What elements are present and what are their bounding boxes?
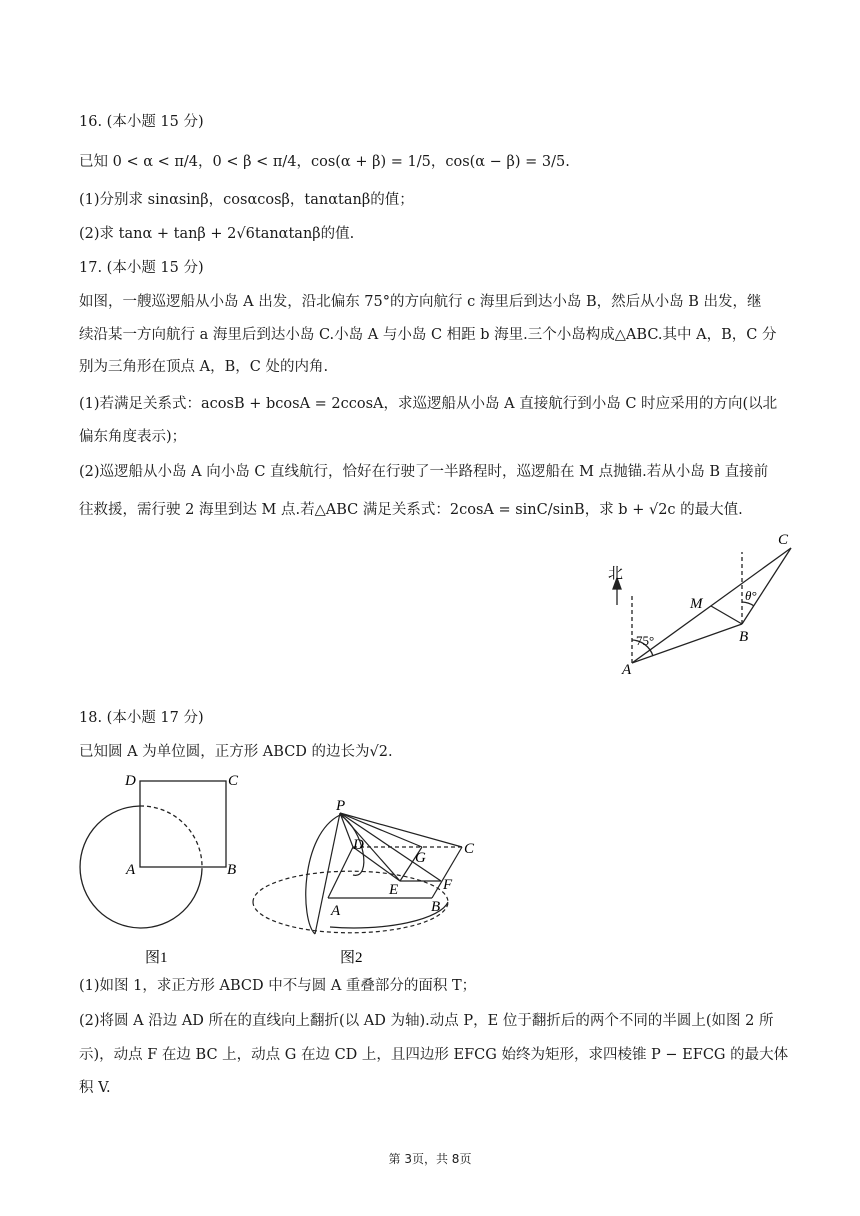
fig2-label-d: D xyxy=(353,837,364,853)
q18-part2b: 示)，动点 F 在边 BC 上，动点 G 在边 CD 上，且四边形 EFCG 始终为矩形，求四棱锥 P − EFCG 的最大体 xyxy=(79,1047,789,1063)
label-a: A xyxy=(622,662,632,678)
fig1-label-a: A xyxy=(126,862,136,878)
label-c: C xyxy=(778,532,789,548)
q17-part1a: (1)若满足关系式：acosB + bcosA = 2ccosA，求巡逻船从小岛 A 直接航行到小岛 C 时应采用的方向(以北 xyxy=(79,396,778,412)
disk-back-arc xyxy=(253,871,448,902)
page-footer: 第 3页，共 8页 xyxy=(388,1152,472,1166)
fig2-caption: 图2 xyxy=(340,950,363,966)
q18-part1: (1)如图 1，求正方形 ABCD 中不与圆 A 重叠部分的面积 T； xyxy=(79,978,477,994)
side-ac xyxy=(632,548,791,663)
fig1-label-d: D xyxy=(125,773,136,789)
q16-part1: (1)分别求 sinαsinβ，cosαcosβ，tanαtanβ的值； xyxy=(79,192,414,208)
q18-part2c: 积 V. xyxy=(79,1080,111,1096)
fig2-label-g: G xyxy=(415,850,426,866)
label-theta: θ° xyxy=(745,588,757,603)
q17-line3: 别为三角形在顶点 A，B，C 处的内角. xyxy=(79,359,329,375)
segment-bm xyxy=(711,606,742,624)
q18-part2a: (2)将圆 A 沿边 AD 所在的直线向上翻折(以 AD 为轴).动点 P，E 位于翻折后的两个不同的半圆上(如图 2 所 xyxy=(79,1013,774,1029)
q18-figure1 xyxy=(70,768,250,978)
north-label: 北 xyxy=(608,566,624,582)
q17-figure xyxy=(600,525,800,680)
q18-figure2 xyxy=(245,790,485,980)
label-75: 75° xyxy=(636,633,655,648)
fig2-label-c: C xyxy=(464,841,475,857)
q16-header: 16. (本小题 15 分) xyxy=(79,114,204,130)
fig1-caption: 图1 xyxy=(145,950,168,966)
q17-line2: 续沿某一方向航行 a 海里后到达小岛 C.小岛 A 与小岛 C 相距 b 海里.三个小岛构成△ABC.其中 A，B，C 分 xyxy=(79,327,777,343)
square-abcd xyxy=(140,781,226,867)
q16-part2: (2)求 tanα + tanβ + 2√6tanαtanβ的值. xyxy=(79,226,355,242)
q18-given: 已知圆 A 为单位圆，正方形 ABCD 的边长为√2. xyxy=(79,744,393,760)
q17-part1b: 偏东角度表示)； xyxy=(79,429,187,445)
side-bc xyxy=(742,548,791,624)
fig2-label-p: P xyxy=(336,798,346,814)
label-m: M xyxy=(690,596,703,612)
q17-part2b: 往救援，需行驶 2 海里到达 M 点.若△ABC 满足关系式：2cosA = sinC/sinB，求 b + √2c 的最大值. xyxy=(79,502,743,518)
label-b: B xyxy=(739,629,749,645)
fig2-label-a: A xyxy=(331,903,341,919)
q18-header: 18. (本小题 17 分) xyxy=(79,710,204,726)
fig1-label-c: C xyxy=(228,773,239,789)
fig2-label-b: B xyxy=(431,899,441,915)
fig2-label-f: F xyxy=(443,877,453,893)
circle-a-dashed-arc xyxy=(140,806,202,869)
q17-part2a: (2)巡逻船从小岛 A 向小岛 C 直线航行，恰好在行驶了一半路程时，巡逻船在 M 点抛锚.若从小岛 B 直接前 xyxy=(79,464,769,480)
fig2-label-e: E xyxy=(389,882,399,898)
q17-header: 17. (本小题 15 分) xyxy=(79,260,204,276)
q17-line1: 如图，一艘巡逻船从小岛 A 出发，沿北偏东 75°的方向航行 c 海里后到达小岛 B，然后从小岛 B 出发，继 xyxy=(79,294,762,310)
fig1-label-b: B xyxy=(227,862,237,878)
q16-given: 已知 0 < α < π/4，0 < β < π/4，cos(α + β) = 1/5，cos(α − β) = 3/5. xyxy=(79,154,570,170)
